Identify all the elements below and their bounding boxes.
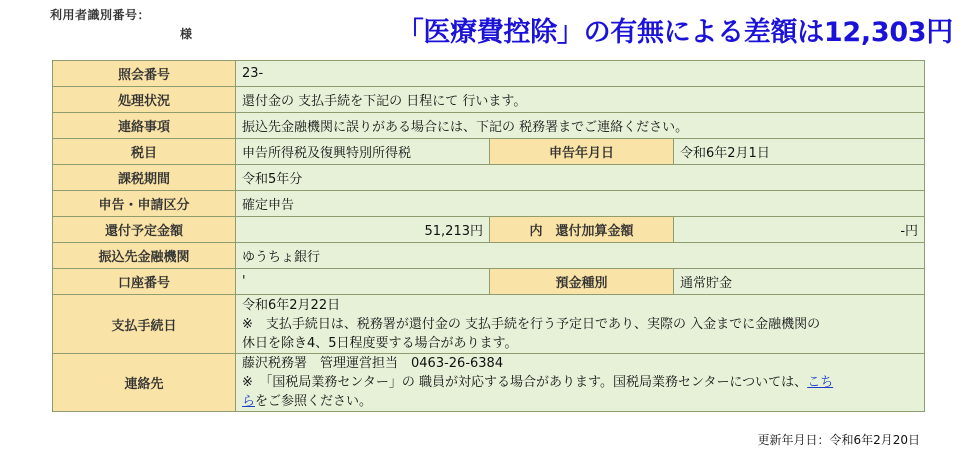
payment-date: 令和6年2月22日	[242, 297, 341, 313]
refund-amount-label: 還付予定金額	[53, 217, 236, 243]
tax-item-value: 申告所得税及復興特別所得税	[236, 139, 490, 165]
table-row	[53, 269, 925, 295]
contact-label: 連絡先	[53, 354, 236, 412]
refund-amount-value: 51,213円	[236, 217, 490, 243]
period-value: 令和5年分	[236, 165, 925, 191]
contact-note-tail: をご参照ください。	[255, 394, 373, 409]
contact-note-text: ※ 「国税局業務センター」の 職員が対応する場合があります。国税局業務センターについては、	[242, 375, 808, 390]
payment-date-value	[236, 295, 925, 354]
table-row	[53, 61, 925, 87]
status-value: 還付金の 支払手続を下記の 日程にて 行います。	[236, 87, 925, 113]
contact-note-line1	[242, 373, 918, 392]
status-label: 処理状況	[53, 87, 236, 113]
refund-interest-label: 内 還付加算金額	[490, 217, 674, 243]
payment-date-label: 支払手続日	[53, 295, 236, 354]
contact-note-line2	[242, 392, 918, 411]
user-id-block	[50, 6, 192, 42]
notice-value: 振込先金融機関に誤りがある場合には、下記の 税務署までご連絡ください。	[236, 113, 925, 139]
table-row	[53, 113, 925, 139]
table-row	[53, 165, 925, 191]
payment-note-line1: ※ 支払手続日は、税務署が還付金の 支払手続を行う予定日であり、実際の 入金までに金融機関の	[242, 316, 821, 332]
refund-interest-value: -円	[674, 217, 925, 243]
table-row	[53, 295, 925, 354]
table-row	[53, 217, 925, 243]
notice-label: 連絡事項	[53, 113, 236, 139]
table-row	[53, 243, 925, 269]
period-label: 課税期間	[53, 165, 236, 191]
bank-label: 振込先金融機関	[53, 243, 236, 269]
deposit-type-label: 預金種別	[490, 269, 674, 295]
payment-note-line2: 休日を除き4、5日程度要する場合があります。	[242, 335, 518, 351]
center-info-link-cont[interactable]: ら	[242, 394, 256, 409]
table-row	[53, 87, 925, 113]
deposit-type-value: 通常貯金	[674, 269, 925, 295]
filing-date-value: 令和6年2月1日	[674, 139, 925, 165]
account-no-value: '	[236, 269, 490, 295]
ref-no-value: 23-	[236, 61, 925, 87]
category-value: 確定申告	[236, 191, 925, 217]
tax-item-label: 税目	[53, 139, 236, 165]
difference-headline: 「医療費控除」の有無による差額は12,303円	[396, 17, 953, 48]
contact-value	[236, 354, 925, 412]
honorific: 様	[180, 27, 193, 41]
bank-value: ゆうちょ銀行	[236, 243, 925, 269]
table-row	[53, 354, 925, 412]
filing-date-label: 申告年月日	[490, 139, 674, 165]
refund-status-table	[52, 60, 925, 412]
table-row	[53, 191, 925, 217]
category-label: 申告・申請区分	[53, 191, 236, 217]
table-row	[53, 139, 925, 165]
user-id-label: 利用者識別番号：	[50, 8, 151, 22]
center-info-link[interactable]: こち	[807, 375, 834, 390]
ref-no-label: 照会番号	[53, 61, 236, 87]
account-no-label: 口座番号	[53, 269, 236, 295]
contact-office: 藤沢税務署 管理運営担当 0463-26-6384	[242, 356, 504, 371]
updated-date: 更新年月日：令和6年2月20日	[757, 433, 920, 447]
